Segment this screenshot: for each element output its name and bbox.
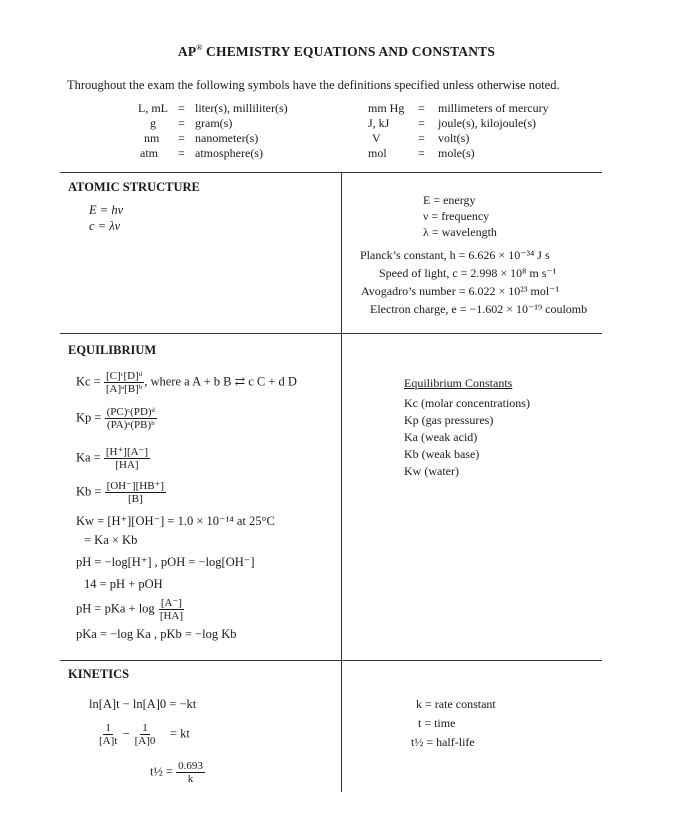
def-eq-0: = <box>178 101 185 115</box>
second-order-num-2: 1 <box>142 722 148 734</box>
eq-ka <box>76 446 150 471</box>
def-sym-2: nm <box>144 131 160 145</box>
kb-lhs: Kb = <box>76 484 102 499</box>
kc-fraction <box>104 370 144 395</box>
page-title <box>0 44 673 60</box>
half-life-numerator: 0.693 <box>178 760 203 772</box>
henderson-lhs: pH = pKa + log <box>76 601 155 616</box>
eq-half-life <box>150 760 205 785</box>
kp-numerator: (PC)ᶜ(PD)ᵈ <box>106 406 155 418</box>
kc-numerator: [C]ᶜ[D]ᵈ <box>105 370 143 382</box>
eq-ph-poh: pH = −log[H⁺] , pOH = −log[OH⁻] <box>76 555 255 569</box>
def-eq-4: = <box>418 101 425 115</box>
eq-second-order <box>97 722 190 747</box>
eq-kp <box>76 406 157 431</box>
divider-atomic-top <box>60 172 602 173</box>
def-eq-6: = <box>418 131 425 145</box>
divider-equilibrium-top <box>60 333 602 334</box>
half-life-denominator: k <box>187 773 194 785</box>
title-prefix: AP <box>177 44 197 59</box>
legend-kc: Kc (molar concentrations) <box>404 396 530 410</box>
henderson-denominator: [HA] <box>159 610 184 622</box>
eq-kc <box>76 370 297 395</box>
second-order-num-1: 1 <box>105 722 111 734</box>
eq-kb <box>76 480 166 505</box>
second-order-fraction-2 <box>133 722 158 747</box>
kc-lhs: Kc = <box>76 374 101 389</box>
kinetics-legend-rate: k = rate constant <box>416 697 496 711</box>
constant-electron-charge: Electron charge, e = −1.602 × 10⁻¹⁹ coulomb <box>370 302 588 316</box>
ka-lhs: Ka = <box>76 450 101 465</box>
def-sym-1: g <box>150 116 156 130</box>
ka-numerator: [H⁺][A⁻] <box>105 446 149 458</box>
kb-denominator: [B] <box>127 493 143 505</box>
atomic-heading: ATOMIC STRUCTURE <box>68 180 200 194</box>
legend-ka: Ka (weak acid) <box>404 430 478 444</box>
def-eq-7: = <box>418 146 425 160</box>
legend-kp: Kp (gas pressures) <box>404 413 494 427</box>
def-text-1: gram(s) <box>195 116 233 130</box>
atomic-legend-frequency: ν = frequency <box>423 209 490 223</box>
kinetics-legend-time: t = time <box>418 716 456 730</box>
intro-text: Throughout the exam the following symbols have the definitions specified unless otherwise noted. <box>67 78 560 92</box>
kp-denominator: (PA)ᵃ(PB)ᵇ <box>106 419 155 431</box>
def-eq-1: = <box>178 116 185 130</box>
second-order-den-2: [A]0 <box>134 735 156 747</box>
ka-denominator: [HA] <box>115 459 139 471</box>
kc-denominator: [A]ᵃ[B]ᵇ <box>105 383 143 395</box>
def-eq-3: = <box>178 146 185 160</box>
eq-first-order: ln[A]t − ln[A]0 = −kt <box>89 697 197 711</box>
def-sym-5: J, kJ <box>368 116 390 130</box>
henderson-numerator: [A⁻] <box>160 597 182 609</box>
def-eq-5: = <box>418 116 425 130</box>
kb-numerator: [OH⁻][HB⁺] <box>106 480 165 492</box>
legend-kb: Kb (weak base) <box>404 447 480 461</box>
eq-ph-sum: 14 = pH + pOH <box>84 577 163 591</box>
kc-where: , where a A + b B ⇄ c C + d D <box>144 374 297 389</box>
eq-henderson <box>76 597 185 622</box>
def-sym-0: L, mL <box>138 101 168 115</box>
second-order-den-1: [A]t <box>99 735 118 747</box>
divider-kinetics-top <box>60 660 602 661</box>
def-text-6: volt(s) <box>438 131 470 145</box>
atomic-eq-speed: c = λν <box>89 219 121 233</box>
def-eq-2: = <box>178 131 185 145</box>
henderson-fraction <box>158 597 185 622</box>
equilibrium-heading: EQUILIBRIUM <box>68 343 157 357</box>
def-text-0: liter(s), milliliter(s) <box>195 101 288 115</box>
atomic-eq-energy: E = hν <box>89 203 124 217</box>
def-sym-7: mol <box>368 146 387 160</box>
def-sym-6: V <box>372 131 381 145</box>
kb-fraction <box>105 480 166 505</box>
registered-mark: ® <box>196 43 203 52</box>
second-order-minus: − <box>122 726 130 741</box>
second-order-fraction-1 <box>97 722 119 747</box>
def-text-4: millimeters of mercury <box>438 101 549 115</box>
kp-fraction <box>105 406 157 431</box>
eq-kw: Kw = [H⁺][OH⁻] = 1.0 × 10⁻¹⁴ at 25°C <box>76 514 275 528</box>
atomic-legend-energy: E = energy <box>423 193 476 207</box>
def-text-3: atmosphere(s) <box>195 146 263 160</box>
second-order-rhs: = kt <box>169 726 190 741</box>
kinetics-legend-half-life: t½ = half-life <box>411 735 475 749</box>
column-divider <box>341 172 342 792</box>
atomic-legend-wavelength: λ = wavelength <box>423 225 497 239</box>
kinetics-heading: KINETICS <box>68 667 130 681</box>
def-sym-4: mm Hg <box>368 101 405 115</box>
half-life-fraction <box>176 760 205 785</box>
def-text-5: joule(s), kilojoule(s) <box>438 116 536 130</box>
eq-kw-product: = Ka × Kb <box>84 533 138 547</box>
equilibrium-legend-title: Equilibrium Constants <box>404 376 513 390</box>
def-text-7: mole(s) <box>438 146 475 160</box>
kp-lhs: Kp = <box>76 410 102 425</box>
constant-speed-of-light: Speed of light, c = 2.998 × 10⁸ m s⁻¹ <box>379 266 557 280</box>
def-text-2: nanometer(s) <box>195 131 259 145</box>
ka-fraction <box>104 446 150 471</box>
eq-pka-pkb: pKa = −log Ka , pKb = −log Kb <box>76 627 237 641</box>
title-text: CHEMISTRY EQUATIONS AND CONSTANTS <box>206 44 496 59</box>
def-sym-3: atm <box>140 146 158 160</box>
half-life-lhs: t½ = <box>150 764 174 779</box>
legend-kw: Kw (water) <box>404 464 459 478</box>
constant-avogadro: Avogadro’s number = 6.022 × 10²³ mol⁻¹ <box>361 284 560 298</box>
constant-planck: Planck’s constant, h = 6.626 × 10⁻³⁴ J s <box>360 248 550 262</box>
